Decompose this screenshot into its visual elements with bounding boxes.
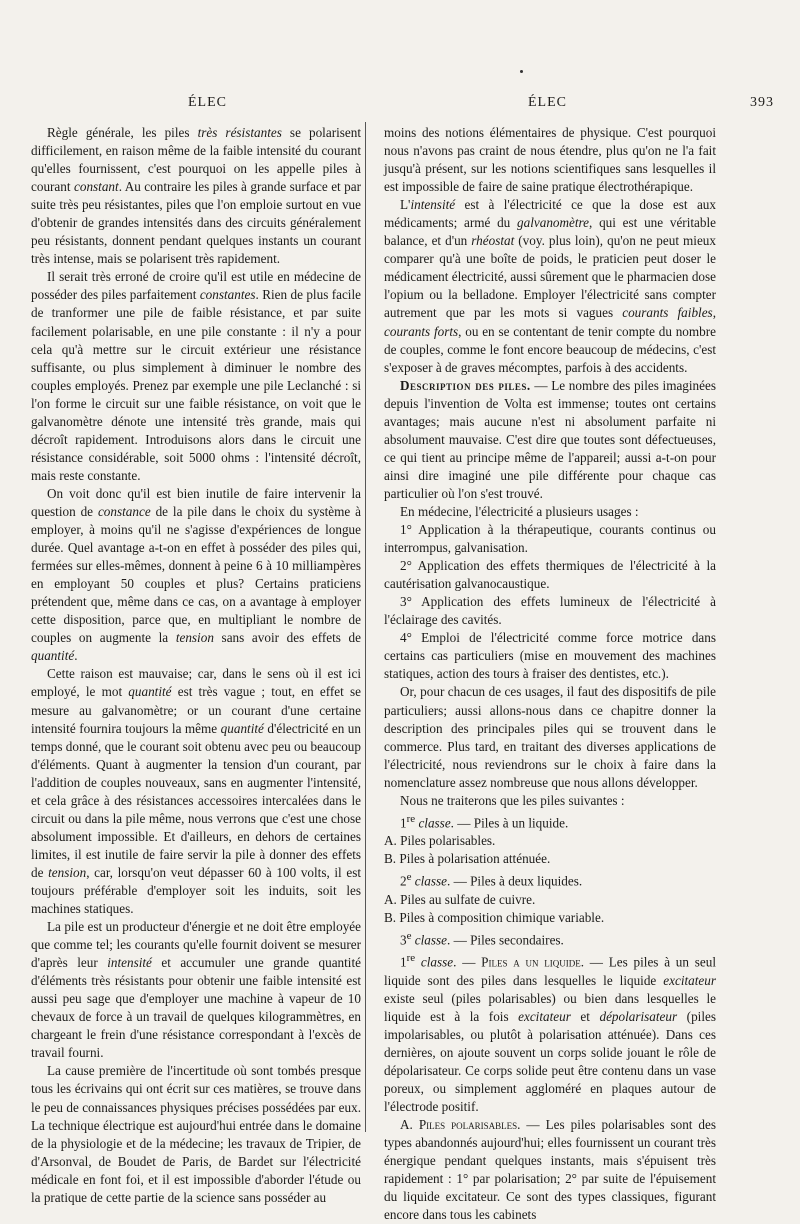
page-number: 393 <box>750 95 774 110</box>
left-column <box>31 124 361 1207</box>
paragraph: 1° Application à la thérapeutique, courants continus ou interrompus, galvanisation. <box>384 522 716 556</box>
ink-speck <box>520 70 523 73</box>
paragraph: 3° Application des effets lumineux de l'électricité à l'éclairage des cavités. <box>384 594 716 628</box>
paragraph: On voit donc qu'il est bien inutile de faire intervenir la question de constance de la pile dans le choix du système à employer, à moins qu'il ne s'agisse d'expériences de longue durée. Quel avantage a-t-on en effet à posséder des piles qui, fermées sur elles-mêmes, donnent à peine 6 à 10 milliampères en employant 50 couples et plus? Certains praticiens prétendent que, même dans ce cas, on a avantage à employer cette disposition, parce que, en multipliant le nombre de couples on augmente la tension sans avoir des effets de quantité. <box>31 485 361 664</box>
paragraph: L'intensité est à l'électricité ce que la dose est aux médicaments; armé du galvanomètre, qui est une véritable balance, et d'un rhéostat (voy. plus loin), qu'on ne peut mieux comparer qu'à une boîte de poids, le praticien peut doser le médicament électricité, aussi sûrement que le pharmacien dose l'opium ou la belladone. Employer l'électricité sans compter autrement que par les mots si vagues courants faibles, courants forts, ou en se contentant de tenir compte du nombre de couples, comme le font encore beaucoup de médecins, c'est s'exposer à de graves mécomptes, parfois à des accidents. <box>384 197 716 375</box>
paragraph: 3e classe. — Piles secondaires. <box>400 929 564 948</box>
right-column <box>384 124 716 1224</box>
paragraph: A. Piles polarisables. <box>384 833 496 849</box>
paragraph: Règle générale, les piles très résistantes se polarisent difficilement, en raison même de la faible intensité du courant qu'elles fournissent, c'est pourquoi on les appelle piles à courant constant. Au contraire les piles à grande surface et par suite très peu résistantes, piles que l'on emploie surtout en vue d'obtenir de grandes intensités dans des circuits généralement peu résistants, donnent pendant quelques instants un courant très intense, mais se polarisent très rapidement. <box>31 125 361 267</box>
paragraph: 4° Emploi de l'électricité comme force motrice dans certains cas particuliers (mise en mouvement des machines statiques, action des tours à fraiser des dentistes, etc.). <box>384 630 716 682</box>
paragraph: Or, pour chacun de ces usages, il faut des dispositifs de pile particuliers; aussi allons-nous dans ce chapitre donner la description des principales piles qui se trouvent dans le commerce. Plus tard, en traitant des diverses applications de l'électricité, nous reviendrons sur le choix à faire dans la nomenclature assez nombreuse que nous allons développer. <box>384 684 716 790</box>
paragraph: B. Piles à composition chimique variable. <box>384 909 605 925</box>
paragraph: Nous ne traiterons que les piles suivantes : <box>400 792 625 808</box>
paragraph: Il serait très erroné de croire qu'il est utile en médecine de posséder des piles parfaitement constantes. Rien de plus facile de tranformer une pile de faible résistance, et par suite facilement polarisable, en une pile constante : il n'y a pour cela qu'à mettre sur le circuit extérieur une résistance suffisante, ou plus simplement à diminuer le nombre des couples employés. Prenez par exemple une pile Leclanché : si l'on forme le circuit sur une faible résistance, on voit que le galvanomètre dénote une intensité très grande, mais qui décroît rapidement. Introduisons alors dans le circuit une résistance considérable, soit 5000 ohms : l'intensité décroît, mais reste constante. <box>31 269 361 483</box>
running-header-left: ÉLEC <box>188 95 227 110</box>
paragraph: 2e classe. — Piles à deux liquides. <box>400 871 583 889</box>
paragraph: A. Piles au sulfate de cuivre. <box>384 891 536 907</box>
paragraph: B. Piles à polarisation atténuée. <box>384 851 551 867</box>
paragraph: En médecine, l'électricité a plusieurs usages : <box>400 503 639 519</box>
paragraph: moins des notions élémentaires de physique. C'est pourquoi nous n'avons pas craint de nous étendre, plus qu'on ne l'a fait jusqu'à présent, sur les notions scientifiques sans lesquelles il est impossible de faire de saine pratique électrothérapique. <box>384 125 716 195</box>
running-header-right: ÉLEC <box>528 95 567 110</box>
paragraph: Cette raison est mauvaise; car, dans le sens où il est ici employé, le mot quantité est très vague ; tout, en effet se mesure au galvanomètre; or un courant d'une certaine intensité fournira toujours la même quantité d'électricité en un temps donné, que le courant soit obtenu avec peu ou beaucoup d'éléments. Quant à augmenter la tension d'un courant, par l'addition de couples nouveaux, sans en augmenter l'intensité, et cela grâce à des résistances accessoires intercalées dans le circuit ou dans la pile même, nous verrons que c'est une chose absolument impossible. Et d'ailleurs, en dehors de certaines limites, il est inutile de faire servir la pile à donner des effets de tension, car, lorsqu'on veut dépasser 60 à 100 volts, il est toujours préférable d'employer soit les induits, soit les machines statiques. <box>31 666 361 917</box>
paragraph: Description des piles. — Le nombre des piles imaginées depuis l'invention de Volta est immense; toutes ont certains avantages; mais aucune n'est ni absolument parfaite ni absolument mauvaise. C'est dire que toutes sont défectueuses, ce qui tient au principe même de l'appareil; aussi a-t-on pour ainsi dire imaginé une pile différente pour chaque cas particulier où l'on s'est trouvé. <box>384 377 716 501</box>
paragraph: 1re classe. — Piles a un liquide. — Les piles à un seul liquide sont des piles dans lesquelles le liquide excitateur existe seul (piles polarisables) ou bien dans lesquelles le liquide est à la fois excitateur et dépolarisateur (piles impolarisables, ou plutôt à polarisation atténuée). Dans ces dernières, on ajoute souvent un corps solide jouant le rôle de dépolarisateur. Ce corps solide peut être contenu dans un vase poreux, ou simplement aggloméré en plaques autour de l'électrode positif. <box>384 952 716 1115</box>
paragraph: 1re classe. — Piles à un liquide. <box>400 812 569 831</box>
paragraph: La cause première de l'incertitude où sont tombés presque tous les écrivains qui ont écrit sur ces matières, se trouve dans le peu de connaissances physiques précises possédées par eux. La technique électrique est aujourd'hui entrée dans le domaine de la physiologie et de la médecine; les travaux de Tripier, de d'Arsonval, de Boudet de Paris, de Bardet sur l'électricité médicale en font foi, et il est impossible d'aborder l'étude ou la pratique de cette partie de la science sans posséder au <box>31 1063 361 1205</box>
paragraph: A. Piles polarisables. — Les piles polarisables sont des types abandonnés aujourd'hui; elles fournissent un courant très énergique pendant quelques instants, mais s'épuisent très rapidement : 1° par polarisation; 2° par suite de l'épuisement du liquide excitateur. Ce sont des types classiques, figurant encore dans tous les cabinets <box>384 1117 717 1223</box>
paragraph: La pile est un producteur d'énergie et ne doit être employée que comme tel; les courants qu'elle fournit doivent se mesurer d'après leur intensité et accumuler une grande quantité d'éléments très résistants pour obtenir une faible intensité est aussi peu sage que d'employer une machine à vapeur de 10 chevaux de force à un travail de quelques kilogrammètres, en chargeant le frein d'une résistance correspondant à l'excès de travail fourni. <box>31 919 361 1061</box>
column-divider <box>365 122 366 1132</box>
paragraph: 2° Application des effets thermiques de l'électricité à la cautérisation galvanocaustique. <box>384 558 716 592</box>
